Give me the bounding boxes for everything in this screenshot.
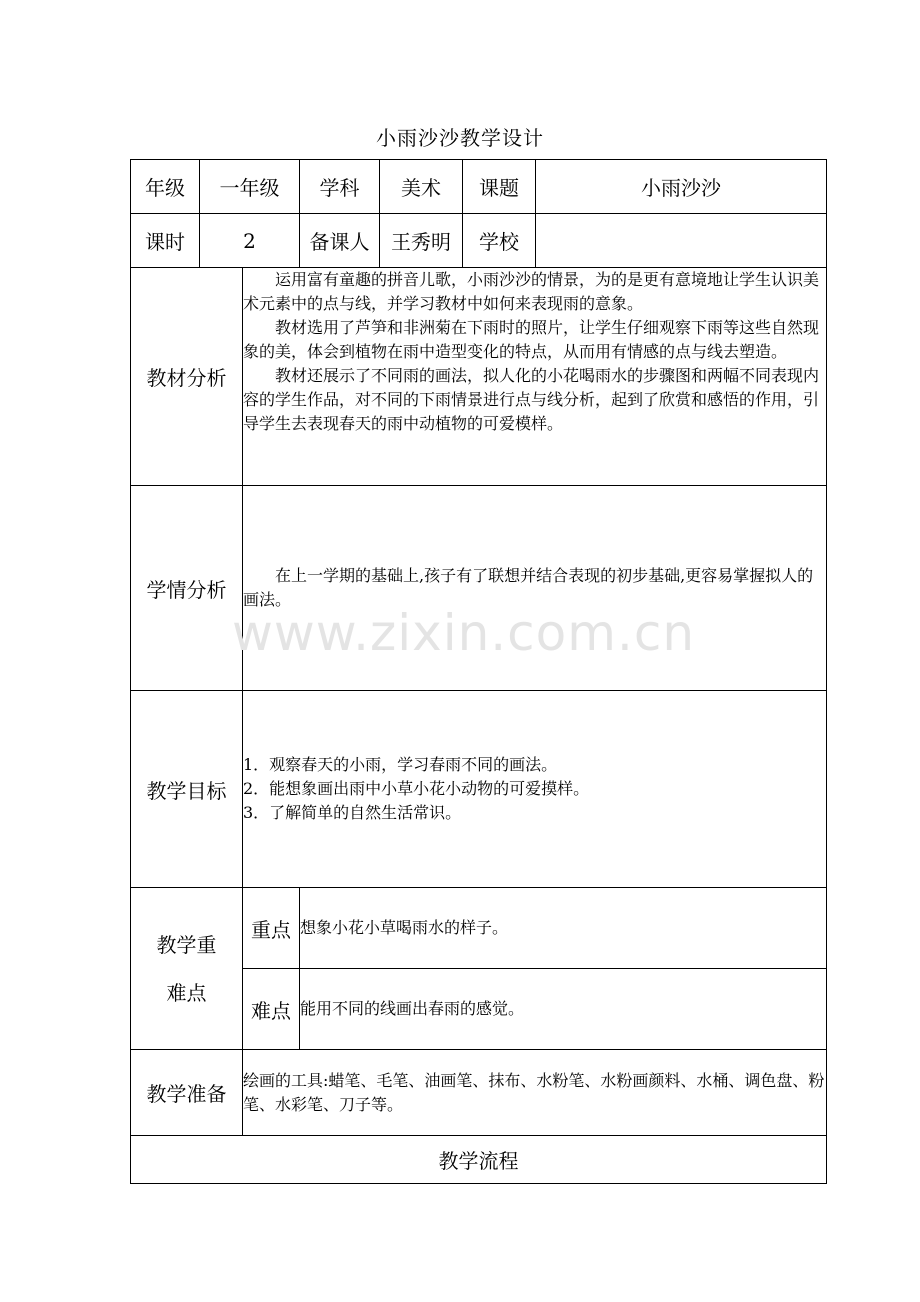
row-period-teacher-school	[131, 214, 827, 268]
subject-label: 学科	[300, 160, 380, 214]
subject-value: 美术	[380, 160, 463, 214]
goal-item: 2．能想象画出雨中小草小花小动物的可爱摸样。	[243, 779, 590, 798]
row-grade-subject-topic	[131, 160, 827, 214]
goal-item: 1．观察春天的小雨，学习春雨不同的画法。	[243, 755, 558, 774]
row-material-analysis	[131, 268, 827, 486]
teaching-prep-text: 绘画的工具:蜡笔、毛笔、油画笔、抹布、水粉笔、水粉画颜料、水桶、调色盘、粉笔、水彩笔、刀子等。	[243, 1070, 825, 1114]
period-label: 课时	[131, 214, 200, 268]
watermark-text: www.zixin.com.cn	[232, 604, 696, 662]
topic-label: 课题	[463, 160, 536, 214]
student-analysis-content	[243, 486, 827, 691]
row-student-analysis	[131, 486, 827, 691]
row-teaching-process	[131, 1136, 827, 1184]
teaching-process-heading: 教学流程	[131, 1136, 827, 1184]
teaching-goals-content	[243, 691, 827, 888]
key-difficulty-label	[131, 888, 243, 1050]
teaching-goals-label: 教学目标	[131, 691, 243, 888]
key-difficulty-label-line2: 难点	[166, 980, 207, 1005]
topic-value: 小雨沙沙	[536, 160, 827, 214]
lesson-plan-table	[130, 159, 827, 1184]
material-paragraph: 教材选用了芦笋和非洲菊在下雨时的照片，让学生仔细观察下雨等这些自然现象的美，体会到植物在雨中造型变化的特点，从而用有情感的点与线去塑造。	[243, 318, 820, 361]
row-key-point	[131, 888, 827, 969]
key-difficulty-label-line1: 教学重	[156, 932, 217, 957]
row-teaching-goals	[131, 691, 827, 888]
grade-label: 年级	[131, 160, 200, 214]
teacher-label: 备课人	[300, 214, 380, 268]
difficulty-content: 能用不同的线画出春雨的感觉。	[300, 969, 827, 1050]
focus-label: 重点	[243, 888, 300, 969]
row-teaching-preparation	[131, 1050, 827, 1136]
focus-content: 想象小花小草喝雨水的样子。	[300, 888, 827, 969]
teaching-prep-content	[243, 1050, 827, 1136]
difficulty-label: 难点	[243, 969, 300, 1050]
material-paragraph: 运用富有童趣的拼音儿歌，小雨沙沙的情景，为的是更有意境地让学生认识美术元素中的点与线，并学习教材中如何来表现雨的意象。	[243, 270, 820, 313]
teaching-prep-label: 教学准备	[131, 1050, 243, 1136]
material-paragraph: 教材还展示了不同雨的画法，拟人化的小花喝雨水的步骤图和两幅不同表现内容的学生作品，对不同的下雨情景进行点与线分析，起到了欣赏和感悟的作用，引导学生去表现春天的雨中动植物的可爱模样。	[243, 366, 820, 433]
document-title: 小雨沙沙教学设计	[376, 126, 544, 150]
school-value	[536, 214, 827, 268]
grade-value: 一年级	[200, 160, 300, 214]
teacher-value: 王秀明	[380, 214, 463, 268]
goal-item: 3．了解简单的自然生活常识。	[243, 803, 462, 822]
period-value: 2	[200, 214, 300, 268]
student-analysis-text: 在上一学期的基础上,孩子有了联想并结合表现的初步基础,更容易掌握拟人的画法。	[243, 566, 814, 609]
material-analysis-label: 教材分析	[131, 268, 243, 486]
student-analysis-label: 学情分析	[131, 486, 243, 691]
school-label: 学校	[463, 214, 536, 268]
material-analysis-content	[243, 268, 827, 486]
